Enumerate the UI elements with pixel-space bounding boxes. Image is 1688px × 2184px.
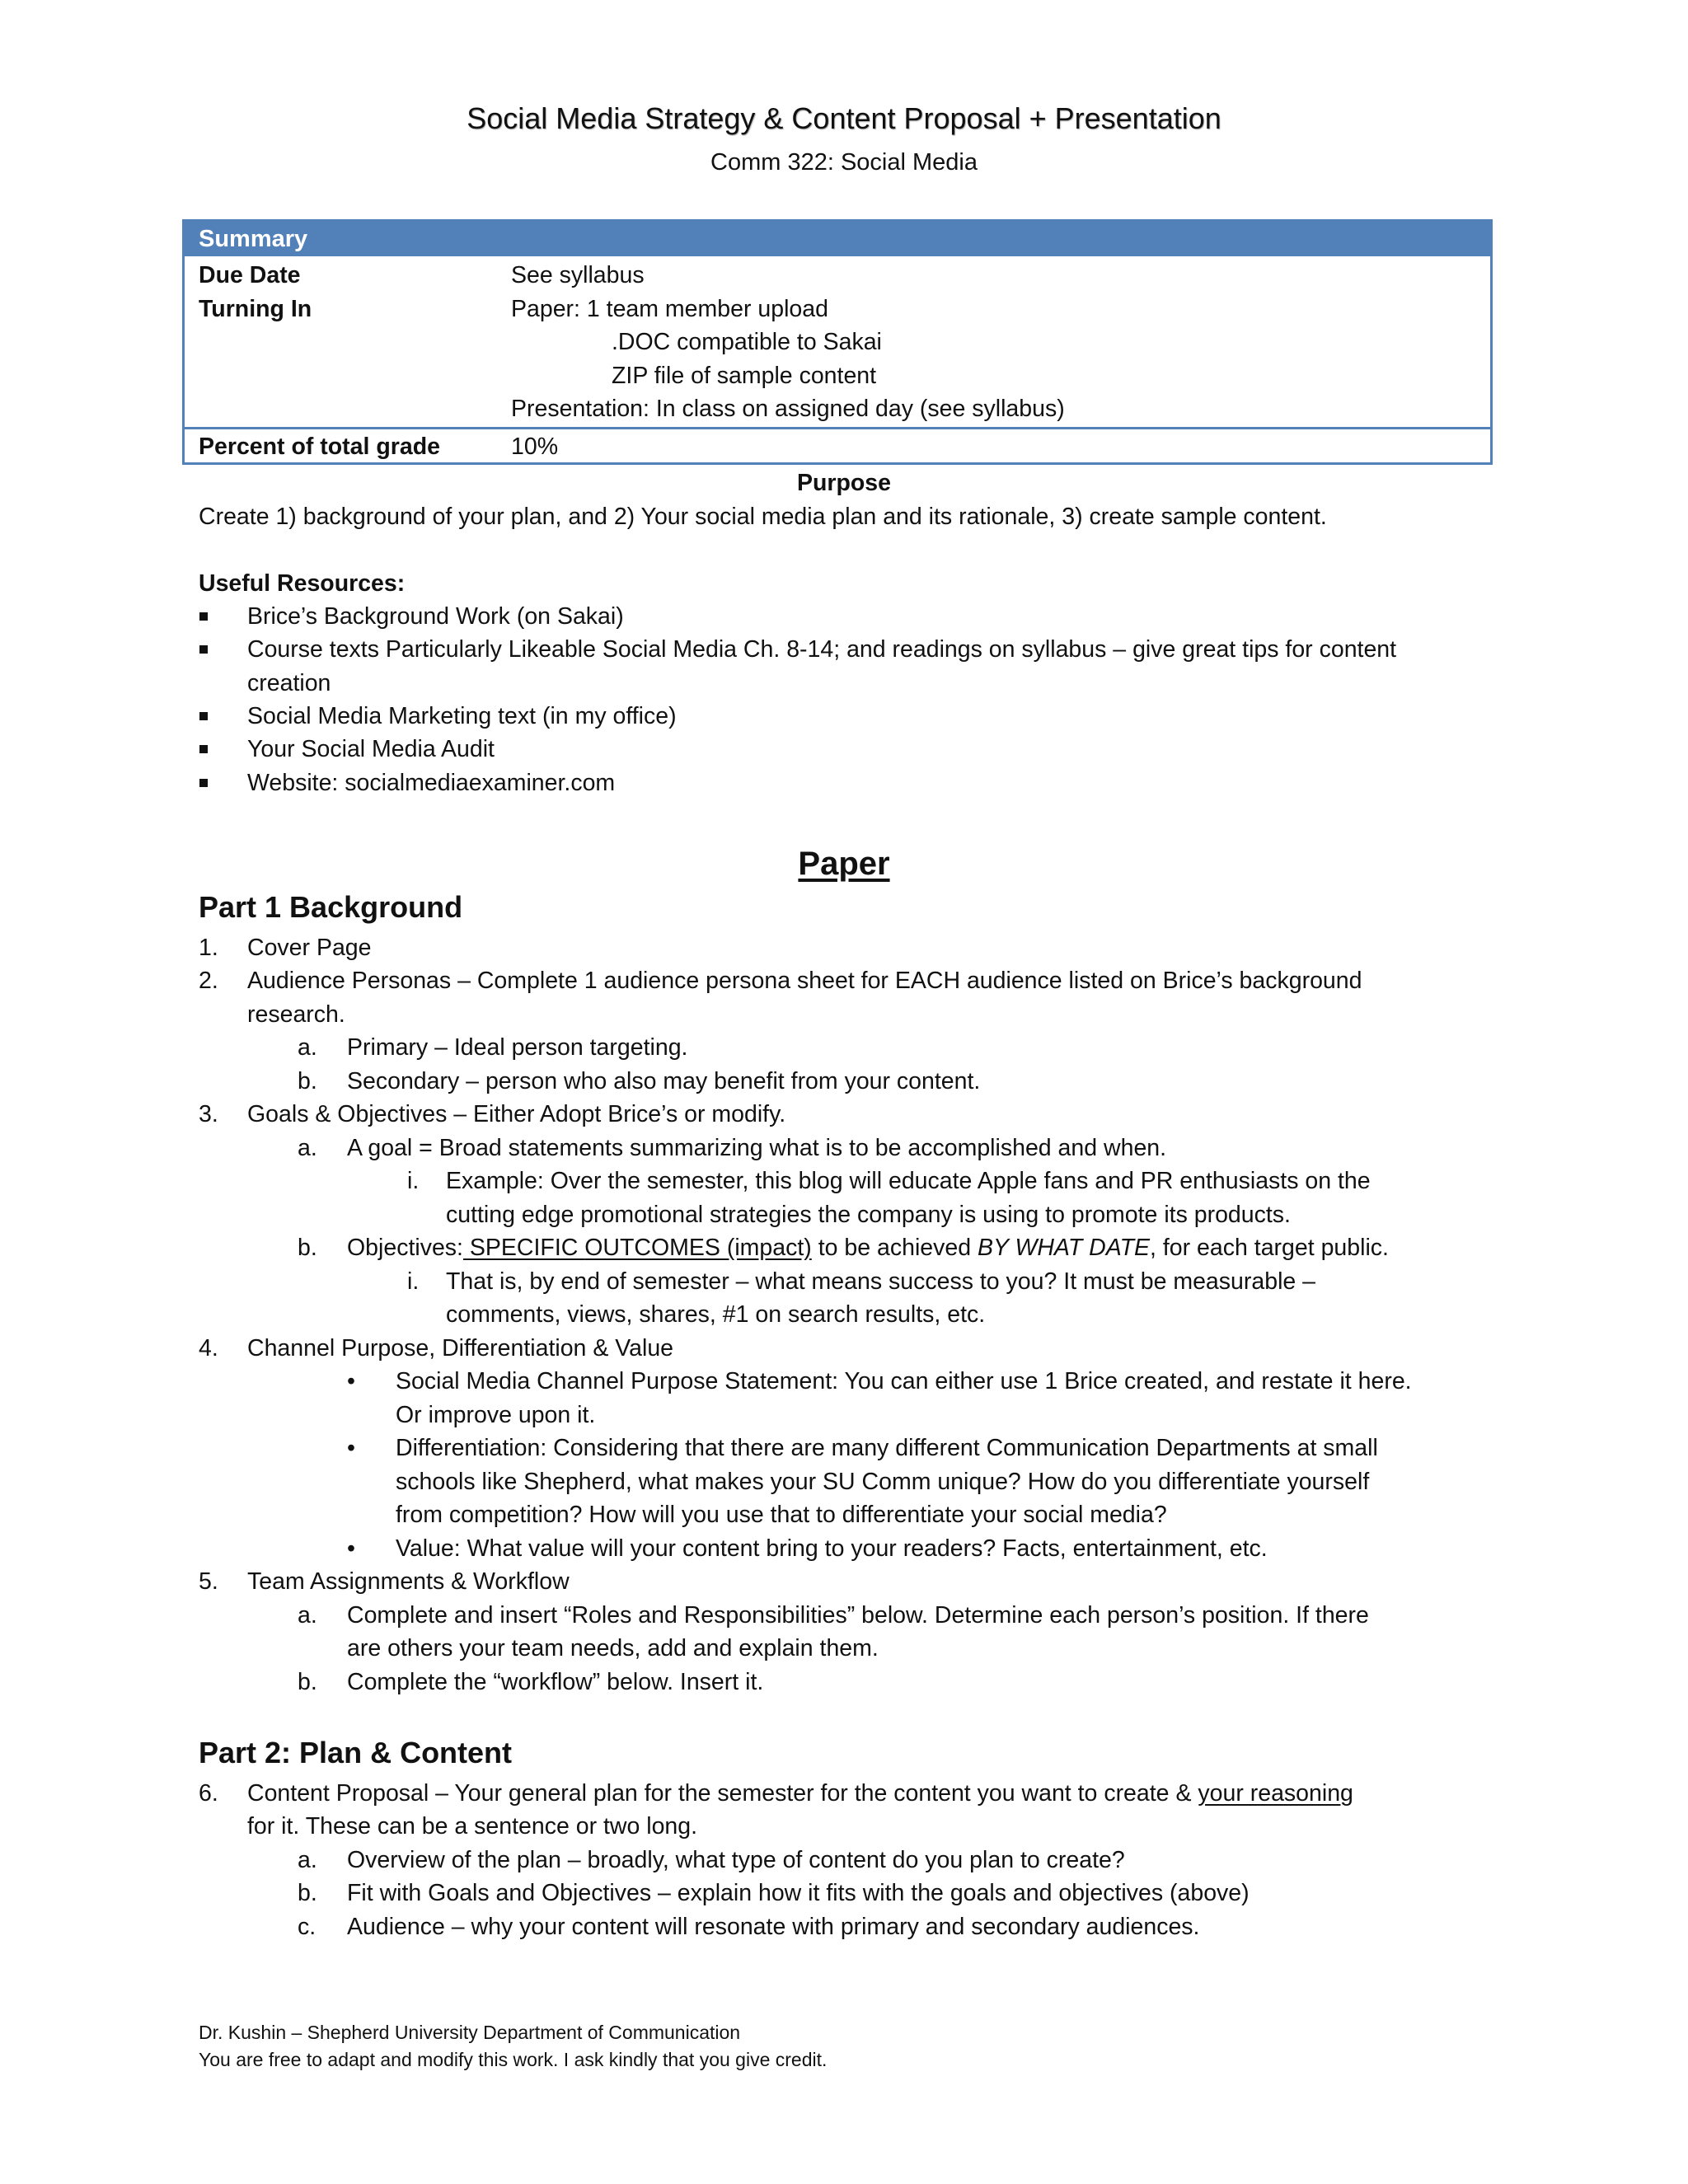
sub-item: Complete the “workflow” below. Insert it. [347,1669,764,1695]
sub-item: Overview of the plan – broadly, what type of content do you plan to create? [347,1847,1125,1873]
sub-item: Fit with Goals and Objectives – explain how it fits with the goals and objectives (above) [347,1880,1250,1906]
list-item [247,1777,1500,1811]
summary-table-header: Summary [185,222,1490,256]
your-reasoning-text: your reasoning [1198,1780,1353,1807]
square-bullet-icon [199,779,208,787]
bullet-icon: • [347,1535,355,1562]
objectives-text: , for each target public. [1150,1235,1389,1261]
sub-item: A goal = Broad statements summarizing what is to be accomplished and when. [347,1135,1167,1161]
sub-item: Audience – why your content will resonate with primary and secondary audiences. [347,1914,1200,1940]
objectives-line [347,1231,1641,1265]
turning-in-line: Paper: 1 team member upload [511,296,828,322]
sub-sub-item: That is, by end of semester – what means success to you? It must be measurable – [446,1268,1316,1295]
sub-sub-item: Example: Over the semester, this blog will educate Apple fans and PR enthusiasts on the [446,1168,1371,1194]
sub-letter: a. [298,1602,317,1629]
turning-in-line: .DOC compatible to Sakai [612,329,882,355]
bullet-icon: • [347,1435,355,1461]
resource-item: Course texts Particularly Likeable Social Media Ch. 8-14; and readings on syllabus – give great tips for content [247,636,1397,663]
list-item-continued: for it. These can be a sentence or two long. [247,1813,698,1840]
sub-item: Secondary – person who also may benefit from your content. [347,1068,981,1094]
sub-letter: b. [298,1669,317,1695]
footer-line: Dr. Kushin – Shepherd University Department of Communication [199,2022,741,2043]
list-number: 2. [199,968,218,994]
sub-letter: c. [298,1914,316,1940]
footer-line: You are free to adapt and modify this work. I ask kindly that you give credit. [199,2049,828,2070]
percent-value: 10% [511,434,559,460]
sub-sub-item-continued: cutting edge promotional strategies the company is using to promote its products. [446,1202,1291,1228]
part2-heading: Part 2: Plan & Content [199,1736,513,1769]
bullet-item-continued: Or improve upon it. [396,1402,596,1428]
due-date-value: See syllabus [511,262,645,288]
list-number: 6. [199,1780,218,1807]
bullet-item-continued: from competition? How will you use that to differentiate your social media? [396,1502,1167,1528]
purpose-heading: Purpose [796,470,892,496]
list-number: 5. [199,1568,218,1595]
square-bullet-icon [199,712,208,720]
list-item: Cover Page [247,935,372,961]
sub-letter: b. [298,1880,317,1906]
bullet-item-continued: schools like Shepherd, what makes your SU Comm unique? How do you differentiate yourself [396,1469,1370,1495]
content-proposal-text: Content Proposal – Your general plan for the semester for the content you want to create & [247,1780,1198,1807]
sub-roman: i. [407,1168,420,1194]
sub-letter: a. [298,1034,317,1061]
turning-in-label: Turning In [199,296,312,322]
bullet-item: Differentiation: Considering that there are many different Communication Departments at small [396,1435,1378,1461]
summary-table [182,219,1493,465]
resource-item: Your Social Media Audit [247,736,495,762]
list-item: Audience Personas – Complete 1 audience persona sheet for EACH audience listed on Brice’s background [247,968,1362,994]
sub-letter: a. [298,1847,317,1873]
paper-heading: Paper [798,846,890,882]
turning-in-line: ZIP file of sample content [612,363,877,389]
sub-letter: b. [298,1068,317,1094]
list-number: 4. [199,1335,218,1361]
square-bullet-icon [199,645,208,654]
bullet-item: Value: What value will your content bring to your readers? Facts, entertainment, etc. [396,1535,1268,1562]
document-title: Social Media Strategy & Content Proposal + Presentation [467,101,1221,135]
resource-item-continued: creation [247,670,331,696]
due-date-label: Due Date [199,262,301,288]
turning-in-line: Presentation: In class on assigned day (see syllabus) [511,396,1065,422]
square-bullet-icon [199,745,208,753]
list-item-continued: research. [247,1001,345,1028]
part1-heading: Part 1 Background [199,890,463,924]
resource-item: Brice’s Background Work (on Sakai) [247,603,624,630]
sub-sub-item-continued: comments, views, shares, #1 on search results, etc. [446,1301,986,1328]
sub-roman: i. [407,1268,420,1295]
bullet-icon: • [347,1368,355,1394]
sub-item: Primary – Ideal person targeting. [347,1034,688,1061]
list-item: Channel Purpose, Differentiation & Value [247,1335,674,1361]
sub-item-continued: are others your team needs, add and explain them. [347,1635,879,1661]
square-bullet-icon [199,612,208,621]
objectives-text: SPECIFIC [462,1235,585,1261]
percent-label: Percent of total grade [199,434,440,460]
list-item: Goals & Objectives – Either Adopt Brice’s or modify. [247,1101,786,1127]
resources-heading: Useful Resources: [199,570,406,597]
resource-item: Social Media Marketing text (in my office) [247,703,677,729]
objectives-outcomes: OUTCOMES (impact) [584,1235,812,1261]
footer [199,2019,827,2074]
objectives-label: Objectives: [347,1235,463,1261]
sub-letter: b. [298,1235,317,1261]
sub-letter: a. [298,1135,317,1161]
list-item: Team Assignments & Workflow [247,1568,570,1595]
purpose-text: Create 1) background of your plan, and 2) Your social media plan and its rationale, 3) create sample content. [199,504,1327,530]
resource-item: Website: socialmediaexaminer.com [247,770,616,796]
list-number: 3. [199,1101,218,1127]
list-number: 1. [199,935,218,961]
objectives-date: BY WHAT DATE [978,1235,1151,1261]
document-subtitle: Comm 322: Social Media [710,149,978,176]
bullet-item: Social Media Channel Purpose Statement: You can either use 1 Brice created, and restate it here. [396,1368,1412,1394]
objectives-text: to be achieved [811,1235,978,1261]
summary-divider [185,427,1490,429]
sub-item: Complete and insert “Roles and Responsibilities” below. Determine each person’s position. If there [347,1602,1369,1629]
